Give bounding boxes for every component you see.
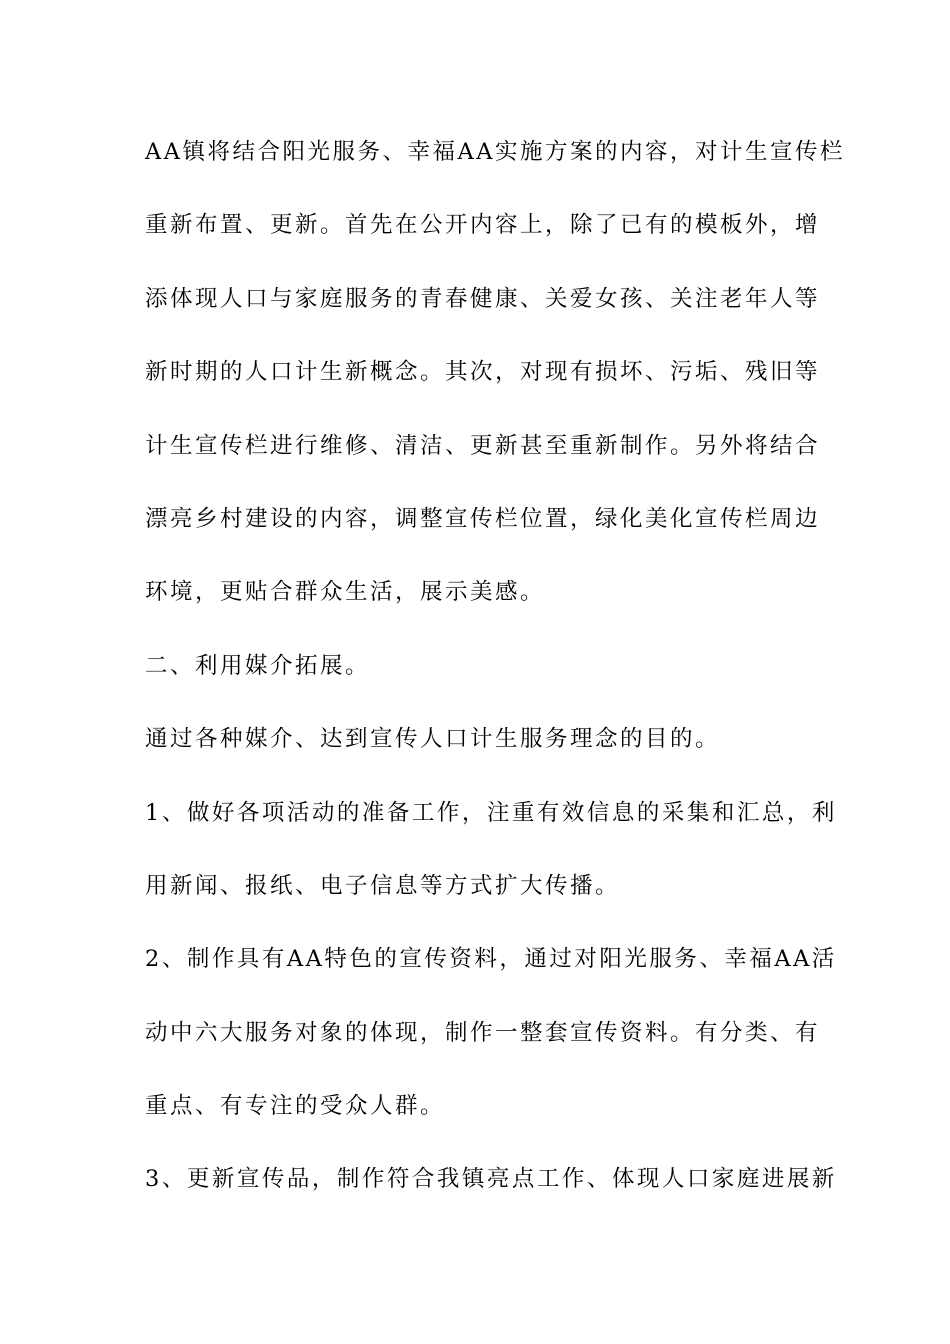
section-heading: 二、利用媒介拓展。 bbox=[145, 652, 371, 679]
list-item-2: 2、制作具有AA特色的宣传资料，通过对阳光服务、幸福AA活 bbox=[145, 946, 837, 973]
list-item-3: 3、更新宣传品，制作符合我镇亮点工作、体现人口家庭进展新 bbox=[145, 1166, 837, 1193]
body-text bbox=[145, 128, 845, 1229]
list-item-1: 1、做好各项活动的准备工作，注重有效信息的采集和汇总，利 bbox=[145, 799, 837, 826]
text-line: 动中六大服务对象的体现，制作一整套宣传资料。有分类、有 bbox=[145, 1019, 821, 1046]
text-line: 通过各种媒介、达到宣传人口计生服务理念的目的。 bbox=[145, 726, 721, 753]
text-line: 计生宣传栏进行维修、清洁、更新甚至重新制作。另外将结合 bbox=[145, 432, 821, 459]
text-line: 用新闻、报纸、电子信息等方式扩大传播。 bbox=[145, 872, 621, 899]
text-line: 漂亮乡村建设的内容，调整宣传栏位置，绿化美化宣传栏周边 bbox=[145, 505, 821, 532]
text-line: 新时期的人口计生新概念。其次，对现有损坏、污垢、残旧等 bbox=[145, 359, 821, 386]
text-line: 重点、有专注的受众人群。 bbox=[145, 1093, 446, 1120]
text-line: AA镇将结合阳光服务、幸福AA实施方案的内容，对计生宣传栏 bbox=[145, 139, 845, 165]
text-line: 重新布置、更新。首先在公开内容上，除了已有的模板外，增 bbox=[145, 212, 821, 239]
text-line: 环境，更贴合群众生活，展示美感。 bbox=[145, 579, 546, 606]
text-line: 添体现人口与家庭服务的青春健康、关爱女孩、关注老年人等 bbox=[145, 285, 821, 312]
